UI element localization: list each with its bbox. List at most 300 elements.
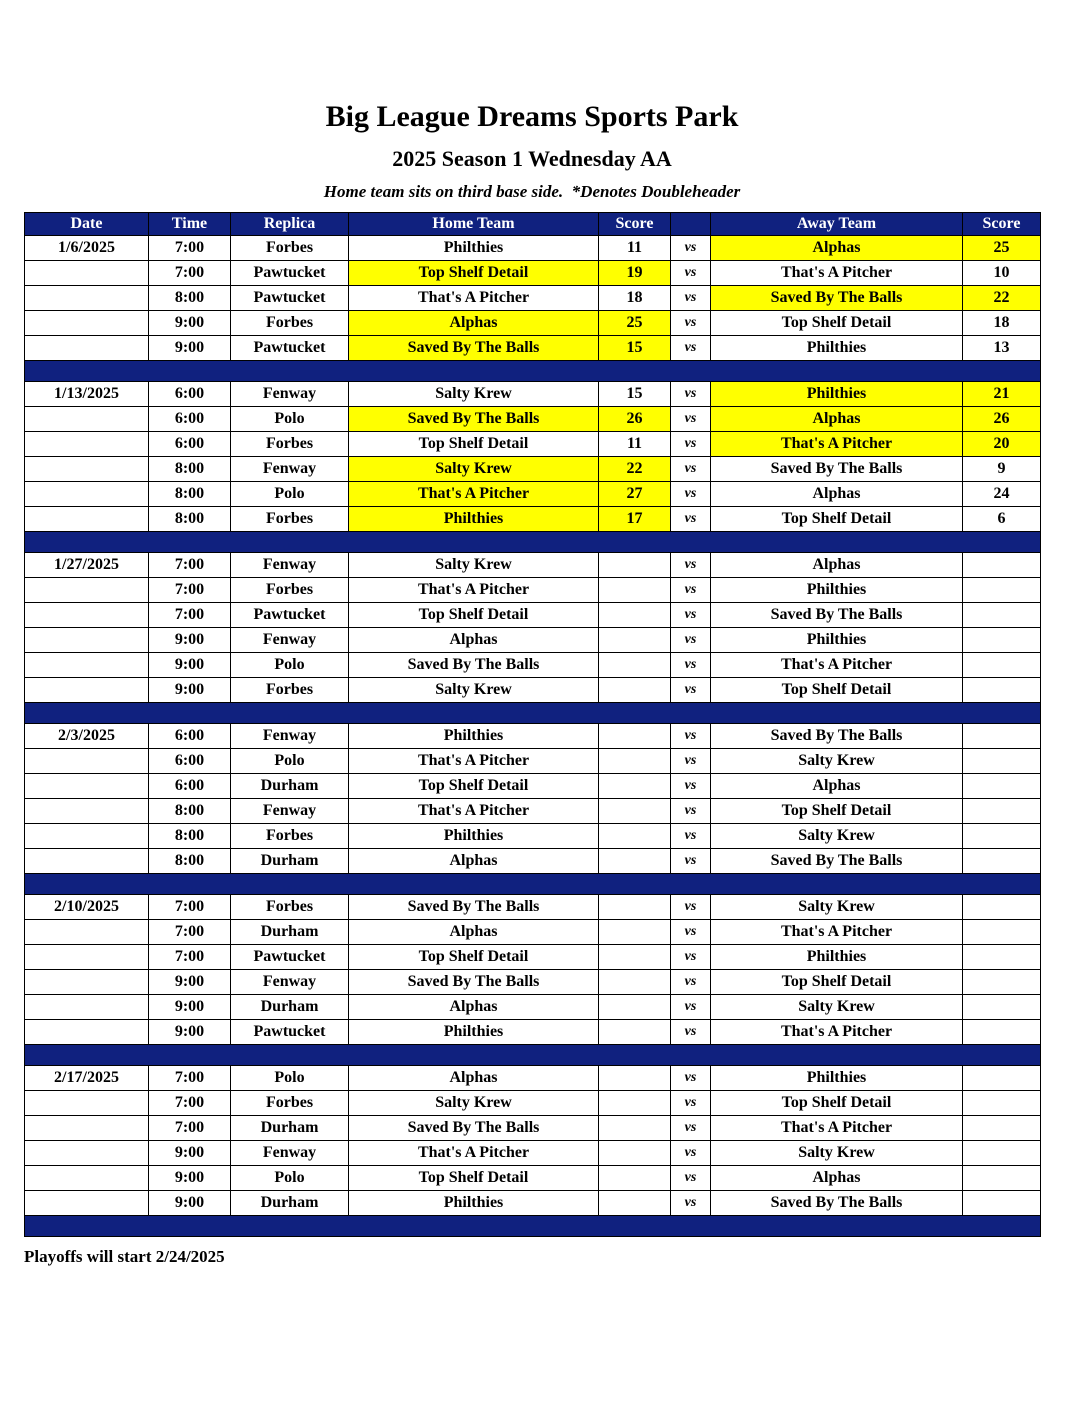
home-score-cell xyxy=(599,628,671,653)
date-cell xyxy=(25,995,149,1020)
home-team-cell: Salty Krew xyxy=(349,553,599,578)
replica-cell: Fenway xyxy=(231,970,349,995)
game-row xyxy=(25,1191,1041,1216)
away-team-cell: Philthies xyxy=(711,578,963,603)
game-row xyxy=(25,824,1041,849)
vs-label: vs xyxy=(671,432,711,457)
separator-bar xyxy=(25,1216,1041,1237)
home-team-cell: Saved By The Balls xyxy=(349,336,599,361)
replica-cell: Fenway xyxy=(231,628,349,653)
replica-cell: Fenway xyxy=(231,457,349,482)
vs-label: vs xyxy=(671,603,711,628)
date-cell xyxy=(25,432,149,457)
replica-cell: Polo xyxy=(231,1166,349,1191)
time-cell: 7:00 xyxy=(149,553,231,578)
away-team-cell: Saved By The Balls xyxy=(711,603,963,628)
game-row xyxy=(25,945,1041,970)
away-score-cell xyxy=(963,920,1041,945)
away-score-cell xyxy=(963,970,1041,995)
game-row xyxy=(25,799,1041,824)
separator-row xyxy=(25,361,1041,382)
vs-label: vs xyxy=(671,578,711,603)
vs-label: vs xyxy=(671,849,711,874)
away-team-cell: That's A Pitcher xyxy=(711,1116,963,1141)
vs-label: vs xyxy=(671,507,711,532)
home-score-cell: 25 xyxy=(599,311,671,336)
home-score-cell: 11 xyxy=(599,236,671,261)
date-cell xyxy=(25,336,149,361)
home-score-cell xyxy=(599,970,671,995)
vs-label: vs xyxy=(671,236,711,261)
game-row xyxy=(25,1116,1041,1141)
home-team-cell: Top Shelf Detail xyxy=(349,603,599,628)
vs-label: vs xyxy=(671,724,711,749)
separator-row xyxy=(25,532,1041,553)
replica-cell: Durham xyxy=(231,1116,349,1141)
replica-cell: Forbes xyxy=(231,432,349,457)
column-header-vs xyxy=(671,213,711,236)
replica-cell: Forbes xyxy=(231,895,349,920)
away-score-cell xyxy=(963,1066,1041,1091)
vs-label: vs xyxy=(671,1191,711,1216)
date-cell: 1/27/2025 xyxy=(25,553,149,578)
home-team-cell: Saved By The Balls xyxy=(349,895,599,920)
time-cell: 9:00 xyxy=(149,336,231,361)
home-team-cell: Salty Krew xyxy=(349,1091,599,1116)
away-team-cell: That's A Pitcher xyxy=(711,1020,963,1045)
replica-cell: Forbes xyxy=(231,1091,349,1116)
home-team-cell: Saved By The Balls xyxy=(349,970,599,995)
time-cell: 8:00 xyxy=(149,824,231,849)
away-score-cell: 6 xyxy=(963,507,1041,532)
time-cell: 6:00 xyxy=(149,749,231,774)
away-score-cell: 22 xyxy=(963,286,1041,311)
home-score-cell: 18 xyxy=(599,286,671,311)
away-score-cell xyxy=(963,1166,1041,1191)
away-score-cell: 20 xyxy=(963,432,1041,457)
home-score-cell xyxy=(599,603,671,628)
vs-label: vs xyxy=(671,1091,711,1116)
date-cell xyxy=(25,824,149,849)
separator-row xyxy=(25,874,1041,895)
game-row xyxy=(25,995,1041,1020)
time-cell: 9:00 xyxy=(149,1166,231,1191)
time-cell: 7:00 xyxy=(149,236,231,261)
vs-label: vs xyxy=(671,970,711,995)
time-cell: 7:00 xyxy=(149,578,231,603)
vs-label: vs xyxy=(671,286,711,311)
away-team-cell: Top Shelf Detail xyxy=(711,970,963,995)
time-cell: 9:00 xyxy=(149,311,231,336)
home-score-cell: 15 xyxy=(599,382,671,407)
vs-label: vs xyxy=(671,628,711,653)
replica-cell: Pawtucket xyxy=(231,945,349,970)
time-cell: 9:00 xyxy=(149,970,231,995)
date-cell xyxy=(25,849,149,874)
game-row xyxy=(25,1066,1041,1091)
home-score-cell xyxy=(599,1091,671,1116)
separator-row xyxy=(25,703,1041,724)
game-row xyxy=(25,286,1041,311)
time-cell: 8:00 xyxy=(149,799,231,824)
away-team-cell: That's A Pitcher xyxy=(711,653,963,678)
home-team-cell: Alphas xyxy=(349,995,599,1020)
home-team-cell: Top Shelf Detail xyxy=(349,1166,599,1191)
time-cell: 6:00 xyxy=(149,724,231,749)
away-team-cell: Top Shelf Detail xyxy=(711,507,963,532)
away-team-cell: Philthies xyxy=(711,945,963,970)
vs-label: vs xyxy=(671,407,711,432)
home-team-cell: Philthies xyxy=(349,1020,599,1045)
game-row xyxy=(25,970,1041,995)
home-team-cell: Salty Krew xyxy=(349,382,599,407)
page-note: Home team sits on third base side. *Denotes Doubleheader xyxy=(323,182,741,201)
column-header-away-score: Score xyxy=(963,213,1041,236)
date-cell xyxy=(25,1166,149,1191)
home-team-cell: That's A Pitcher xyxy=(349,799,599,824)
home-score-cell: 26 xyxy=(599,407,671,432)
date-cell xyxy=(25,1141,149,1166)
vs-label: vs xyxy=(671,482,711,507)
game-row xyxy=(25,507,1041,532)
home-team-cell: Philthies xyxy=(349,724,599,749)
game-row xyxy=(25,407,1041,432)
home-team-cell: Philthies xyxy=(349,824,599,849)
game-row xyxy=(25,457,1041,482)
home-score-cell xyxy=(599,1066,671,1091)
time-cell: 9:00 xyxy=(149,995,231,1020)
date-cell xyxy=(25,749,149,774)
away-team-cell: Alphas xyxy=(711,407,963,432)
game-row xyxy=(25,1166,1041,1191)
home-team-cell: Top Shelf Detail xyxy=(349,261,599,286)
home-score-cell: 27 xyxy=(599,482,671,507)
home-team-cell: That's A Pitcher xyxy=(349,749,599,774)
away-score-cell: 26 xyxy=(963,407,1041,432)
separator-bar xyxy=(25,1045,1041,1066)
replica-cell: Pawtucket xyxy=(231,286,349,311)
replica-cell: Durham xyxy=(231,849,349,874)
home-score-cell xyxy=(599,724,671,749)
replica-cell: Pawtucket xyxy=(231,603,349,628)
home-score-cell xyxy=(599,1020,671,1045)
away-team-cell: Saved By The Balls xyxy=(711,286,963,311)
game-row xyxy=(25,749,1041,774)
away-team-cell: Philthies xyxy=(711,336,963,361)
game-row xyxy=(25,261,1041,286)
replica-cell: Polo xyxy=(231,653,349,678)
away-team-cell: Philthies xyxy=(711,382,963,407)
away-score-cell: 10 xyxy=(963,261,1041,286)
column-header-time: Time xyxy=(149,213,231,236)
vs-label: vs xyxy=(671,945,711,970)
away-team-cell: Alphas xyxy=(711,553,963,578)
vs-label: vs xyxy=(671,457,711,482)
game-row xyxy=(25,774,1041,799)
time-cell: 9:00 xyxy=(149,1020,231,1045)
replica-cell: Polo xyxy=(231,482,349,507)
schedule-table xyxy=(24,212,1041,1237)
home-score-cell xyxy=(599,895,671,920)
game-row xyxy=(25,482,1041,507)
home-team-cell: Saved By The Balls xyxy=(349,1116,599,1141)
time-cell: 9:00 xyxy=(149,678,231,703)
date-cell xyxy=(25,1116,149,1141)
time-cell: 9:00 xyxy=(149,653,231,678)
home-score-cell: 15 xyxy=(599,336,671,361)
time-cell: 7:00 xyxy=(149,261,231,286)
away-score-cell xyxy=(963,603,1041,628)
replica-cell: Durham xyxy=(231,920,349,945)
time-cell: 6:00 xyxy=(149,774,231,799)
separator-row xyxy=(25,1045,1041,1066)
home-team-cell: That's A Pitcher xyxy=(349,1141,599,1166)
replica-cell: Durham xyxy=(231,1191,349,1216)
away-score-cell xyxy=(963,1020,1041,1045)
away-team-cell: Top Shelf Detail xyxy=(711,799,963,824)
game-row xyxy=(25,678,1041,703)
time-cell: 9:00 xyxy=(149,628,231,653)
home-score-cell xyxy=(599,678,671,703)
home-score-cell xyxy=(599,945,671,970)
game-row xyxy=(25,920,1041,945)
home-score-cell xyxy=(599,1166,671,1191)
date-cell xyxy=(25,945,149,970)
game-row xyxy=(25,311,1041,336)
home-score-cell: 11 xyxy=(599,432,671,457)
away-team-cell: That's A Pitcher xyxy=(711,261,963,286)
separator-bar xyxy=(25,361,1041,382)
time-cell: 8:00 xyxy=(149,482,231,507)
time-cell: 7:00 xyxy=(149,1091,231,1116)
vs-label: vs xyxy=(671,1116,711,1141)
date-cell: 2/17/2025 xyxy=(25,1066,149,1091)
home-score-cell xyxy=(599,1116,671,1141)
separator-bar xyxy=(25,532,1041,553)
away-team-cell: That's A Pitcher xyxy=(711,432,963,457)
game-row xyxy=(25,849,1041,874)
vs-label: vs xyxy=(671,336,711,361)
header-row xyxy=(25,213,1041,236)
time-cell: 8:00 xyxy=(149,507,231,532)
game-row xyxy=(25,628,1041,653)
vs-label: vs xyxy=(671,799,711,824)
home-score-cell xyxy=(599,799,671,824)
away-score-cell: 21 xyxy=(963,382,1041,407)
playoffs-note: Playoffs will start 2/24/2025 xyxy=(24,1247,225,1266)
home-team-cell: That's A Pitcher xyxy=(349,578,599,603)
home-team-cell: Philthies xyxy=(349,236,599,261)
page-title: Big League Dreams Sports Park xyxy=(325,100,739,133)
replica-cell: Fenway xyxy=(231,1141,349,1166)
date-cell xyxy=(25,311,149,336)
vs-label: vs xyxy=(671,895,711,920)
replica-cell: Pawtucket xyxy=(231,336,349,361)
date-cell xyxy=(25,407,149,432)
vs-label: vs xyxy=(671,678,711,703)
replica-cell: Pawtucket xyxy=(231,261,349,286)
away-score-cell: 13 xyxy=(963,336,1041,361)
away-team-cell: Philthies xyxy=(711,1066,963,1091)
time-cell: 6:00 xyxy=(149,407,231,432)
replica-cell: Polo xyxy=(231,749,349,774)
date-cell: 2/10/2025 xyxy=(25,895,149,920)
date-cell xyxy=(25,678,149,703)
column-header-replica: Replica xyxy=(231,213,349,236)
home-score-cell xyxy=(599,1141,671,1166)
away-score-cell xyxy=(963,799,1041,824)
replica-cell: Polo xyxy=(231,407,349,432)
date-cell: 2/3/2025 xyxy=(25,724,149,749)
vs-label: vs xyxy=(671,653,711,678)
date-cell xyxy=(25,628,149,653)
time-cell: 7:00 xyxy=(149,1116,231,1141)
vs-label: vs xyxy=(671,1166,711,1191)
away-score-cell xyxy=(963,774,1041,799)
separator-bar xyxy=(25,874,1041,895)
game-row xyxy=(25,382,1041,407)
replica-cell: Fenway xyxy=(231,724,349,749)
home-team-cell: Philthies xyxy=(349,1191,599,1216)
game-row xyxy=(25,1141,1041,1166)
away-score-cell: 18 xyxy=(963,311,1041,336)
vs-label: vs xyxy=(671,920,711,945)
column-header-home-team: Home Team xyxy=(349,213,599,236)
home-score-cell xyxy=(599,849,671,874)
away-score-cell xyxy=(963,578,1041,603)
vs-label: vs xyxy=(671,553,711,578)
time-cell: 7:00 xyxy=(149,603,231,628)
away-score-cell xyxy=(963,995,1041,1020)
replica-cell: Fenway xyxy=(231,382,349,407)
date-cell: 1/13/2025 xyxy=(25,382,149,407)
vs-label: vs xyxy=(671,261,711,286)
away-score-cell xyxy=(963,678,1041,703)
vs-label: vs xyxy=(671,1066,711,1091)
away-score-cell: 24 xyxy=(963,482,1041,507)
away-score-cell xyxy=(963,895,1041,920)
page-subtitle: 2025 Season 1 Wednesday AA xyxy=(392,146,672,171)
away-team-cell: Alphas xyxy=(711,774,963,799)
game-row xyxy=(25,553,1041,578)
home-team-cell: Top Shelf Detail xyxy=(349,945,599,970)
away-score-cell xyxy=(963,945,1041,970)
home-score-cell xyxy=(599,824,671,849)
game-row xyxy=(25,724,1041,749)
away-score-cell: 9 xyxy=(963,457,1041,482)
vs-label: vs xyxy=(671,1141,711,1166)
replica-cell: Fenway xyxy=(231,553,349,578)
replica-cell: Forbes xyxy=(231,578,349,603)
home-score-cell xyxy=(599,578,671,603)
home-team-cell: Top Shelf Detail xyxy=(349,432,599,457)
away-score-cell xyxy=(963,849,1041,874)
away-score-cell xyxy=(963,1091,1041,1116)
game-row xyxy=(25,432,1041,457)
home-team-cell: Salty Krew xyxy=(349,678,599,703)
away-score-cell: 25 xyxy=(963,236,1041,261)
home-score-cell xyxy=(599,774,671,799)
home-team-cell: Alphas xyxy=(349,920,599,945)
replica-cell: Fenway xyxy=(231,799,349,824)
away-team-cell: Alphas xyxy=(711,482,963,507)
away-team-cell: Philthies xyxy=(711,628,963,653)
home-team-cell: That's A Pitcher xyxy=(349,286,599,311)
replica-cell: Durham xyxy=(231,774,349,799)
column-header-away-team: Away Team xyxy=(711,213,963,236)
home-team-cell: That's A Pitcher xyxy=(349,482,599,507)
home-score-cell xyxy=(599,995,671,1020)
vs-label: vs xyxy=(671,774,711,799)
column-header-date: Date xyxy=(25,213,149,236)
game-row xyxy=(25,336,1041,361)
time-cell: 7:00 xyxy=(149,895,231,920)
away-score-cell xyxy=(963,724,1041,749)
home-score-cell xyxy=(599,1191,671,1216)
home-team-cell: Saved By The Balls xyxy=(349,653,599,678)
game-row xyxy=(25,578,1041,603)
date-cell xyxy=(25,507,149,532)
away-score-cell xyxy=(963,1116,1041,1141)
date-cell xyxy=(25,457,149,482)
home-score-cell: 19 xyxy=(599,261,671,286)
home-score-cell: 17 xyxy=(599,507,671,532)
date-cell xyxy=(25,578,149,603)
home-score-cell xyxy=(599,653,671,678)
replica-cell: Forbes xyxy=(231,311,349,336)
date-cell xyxy=(25,920,149,945)
home-team-cell: Philthies xyxy=(349,507,599,532)
vs-label: vs xyxy=(671,995,711,1020)
away-team-cell: Saved By The Balls xyxy=(711,1191,963,1216)
time-cell: 7:00 xyxy=(149,1066,231,1091)
separator-bar xyxy=(25,703,1041,724)
game-row xyxy=(25,1091,1041,1116)
away-team-cell: Alphas xyxy=(711,236,963,261)
date-cell xyxy=(25,1091,149,1116)
game-row xyxy=(25,1020,1041,1045)
away-score-cell xyxy=(963,824,1041,849)
date-cell xyxy=(25,774,149,799)
date-cell xyxy=(25,653,149,678)
column-header-home-score: Score xyxy=(599,213,671,236)
home-team-cell: Saved By The Balls xyxy=(349,407,599,432)
game-row xyxy=(25,236,1041,261)
replica-cell: Forbes xyxy=(231,824,349,849)
away-score-cell xyxy=(963,653,1041,678)
vs-label: vs xyxy=(671,311,711,336)
away-team-cell: Salty Krew xyxy=(711,1141,963,1166)
time-cell: 7:00 xyxy=(149,945,231,970)
date-cell xyxy=(25,482,149,507)
date-cell xyxy=(25,261,149,286)
away-team-cell: Alphas xyxy=(711,1166,963,1191)
home-score-cell xyxy=(599,749,671,774)
time-cell: 8:00 xyxy=(149,849,231,874)
away-team-cell: Saved By The Balls xyxy=(711,457,963,482)
date-cell xyxy=(25,1191,149,1216)
home-team-cell: Alphas xyxy=(349,1066,599,1091)
date-cell xyxy=(25,286,149,311)
home-score-cell xyxy=(599,920,671,945)
time-cell: 8:00 xyxy=(149,457,231,482)
away-team-cell: Salty Krew xyxy=(711,895,963,920)
date-cell xyxy=(25,970,149,995)
home-score-cell: 22 xyxy=(599,457,671,482)
away-team-cell: Top Shelf Detail xyxy=(711,678,963,703)
time-cell: 9:00 xyxy=(149,1191,231,1216)
game-row xyxy=(25,603,1041,628)
